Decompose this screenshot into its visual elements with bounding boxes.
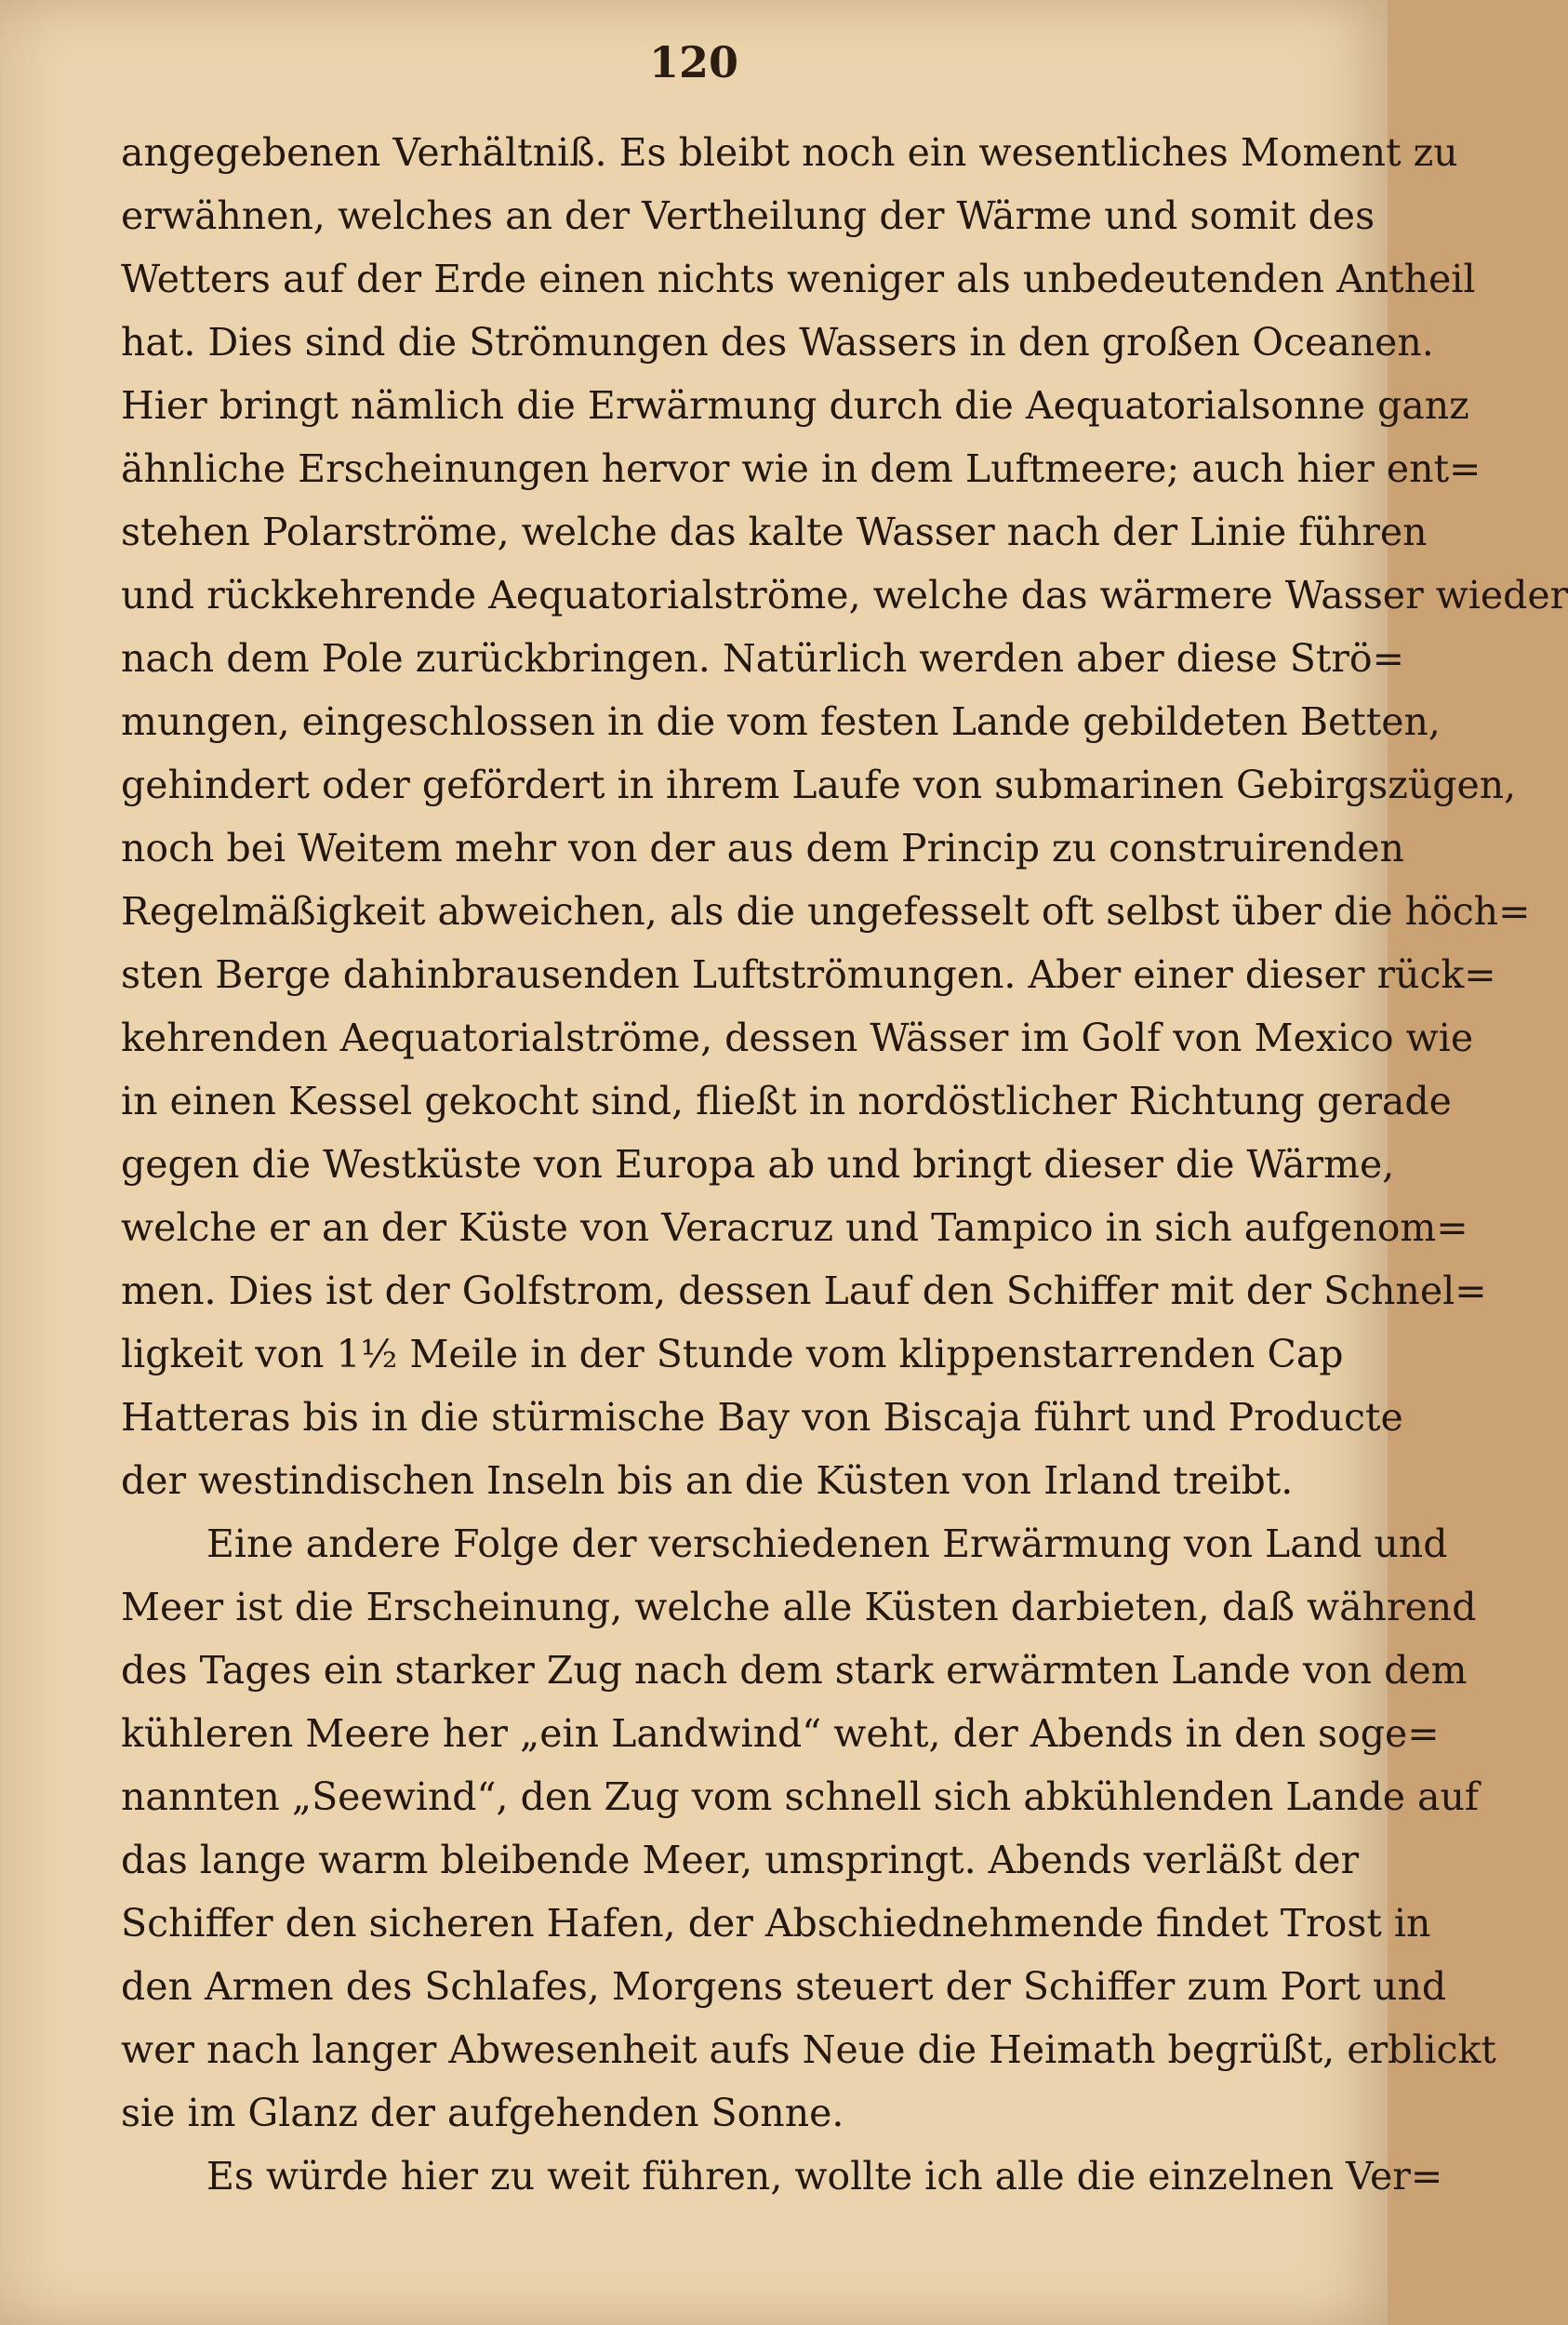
text-line: Hier bringt nämlich die Erwärmung durch die Aequatorialsonne ganz [121, 383, 1469, 428]
text-line: hat. Dies sind die Strömungen des Wassers in den großen Oceanen. [121, 320, 1434, 365]
text-line: nannten „Seewind“, den Zug vom schnell sich abkühlenden Lande auf [121, 1774, 1480, 1819]
text-line: wer nach langer Abwesenheit aufs Neue die Heimath begrüßt, erblickt [121, 2027, 1496, 2072]
text-line: den Armen des Schlafes, Morgens steuert der Schiffer zum Port und [121, 1964, 1447, 2009]
text-line: Hatteras bis in die stürmische Bay von Biscaja führt und Producte [121, 1395, 1403, 1440]
text-line: stehen Polarströme, welche das kalte Wasser nach der Linie führen [121, 510, 1428, 554]
text-line: des Tages ein starker Zug nach dem stark erwärmten Lande von dem [121, 1648, 1468, 1693]
text-line: noch bei Weitem mehr von der aus dem Princip zu construirenden [121, 826, 1404, 870]
text-line: gegen die Westküste von Europa ab und bringt dieser die Wärme, [121, 1142, 1395, 1187]
text-line: welche er an der Küste von Veracruz und Tampico in sich aufgenom= [121, 1205, 1468, 1250]
text-line: gehindert oder gefördert in ihrem Laufe von submarinen Gebirgszügen, [121, 763, 1517, 807]
paragraph [121, 2145, 1443, 2208]
paragraph [121, 121, 1568, 1512]
text-line: das lange warm bleibende Meer, umspringt. Abends verläßt der [121, 1838, 1360, 1882]
text-line: ligkeit von 1½ Meile in der Stunde vom klippenstarrenden Cap [121, 1332, 1344, 1376]
text-line: Regelmäßigkeit abweichen, als die ungefesselt oft selbst über die höch= [121, 889, 1531, 934]
page-number: 120 [648, 37, 739, 87]
text-line: Wetters auf der Erde einen nichts weniger als unbedeutenden Antheil [121, 257, 1476, 301]
text-line: angegebenen Verhältniß. Es bleibt noch ein wesentliches Moment zu [121, 130, 1458, 175]
text-line: Es würde hier zu weit führen, wollte ich alle die einzelnen Ver= [206, 2154, 1443, 2199]
text-line: Schiffer den sicheren Hafen, der Abschiednehmende findet Trost in [121, 1901, 1431, 1946]
text-line: und rückkehrende Aequatorialströme, welche das wärmere Wasser wieder [121, 573, 1568, 618]
text-line: der westindischen Inseln bis an die Küsten von Irland treibt. [121, 1458, 1294, 1503]
text-line: Meer ist die Erscheinung, welche alle Küsten darbieten, daß während [121, 1585, 1477, 1629]
text-line: sie im Glanz der aufgehenden Sonne. [121, 2091, 844, 2135]
text-line: kehrenden Aequatorialströme, dessen Wässer im Golf von Mexico wie [121, 1016, 1474, 1060]
text-line: men. Dies ist der Golfstrom, dessen Lauf den Schiffer mit der Schnel= [121, 1269, 1487, 1313]
text-line: mungen, eingeschlossen in die vom festen Lande gebildeten Betten, [121, 699, 1441, 744]
text-line: kühleren Meere her „ein Landwind“ weht, der Abends in den soge= [121, 1711, 1440, 1756]
text-line: in einen Kessel gekocht sind, fließt in nordöstlicher Richtung gerade [121, 1079, 1452, 1123]
text-line: erwähnen, welches an der Vertheilung der Wärme und somit des [121, 193, 1375, 238]
text-line: nach dem Pole zurückbringen. Natürlich werden aber diese Strö= [121, 636, 1404, 681]
body-text [121, 121, 1568, 2208]
paragraph [121, 1512, 1496, 2145]
text-line: sten Berge dahinbrausenden Luftströmungen. Aber einer dieser rück= [121, 952, 1496, 997]
text-line: Eine andere Folge der verschiedenen Erwärmung von Land und [206, 1521, 1448, 1566]
text-line: ähnliche Erscheinungen hervor wie in dem Luftmeere; auch hier ent= [121, 446, 1482, 491]
